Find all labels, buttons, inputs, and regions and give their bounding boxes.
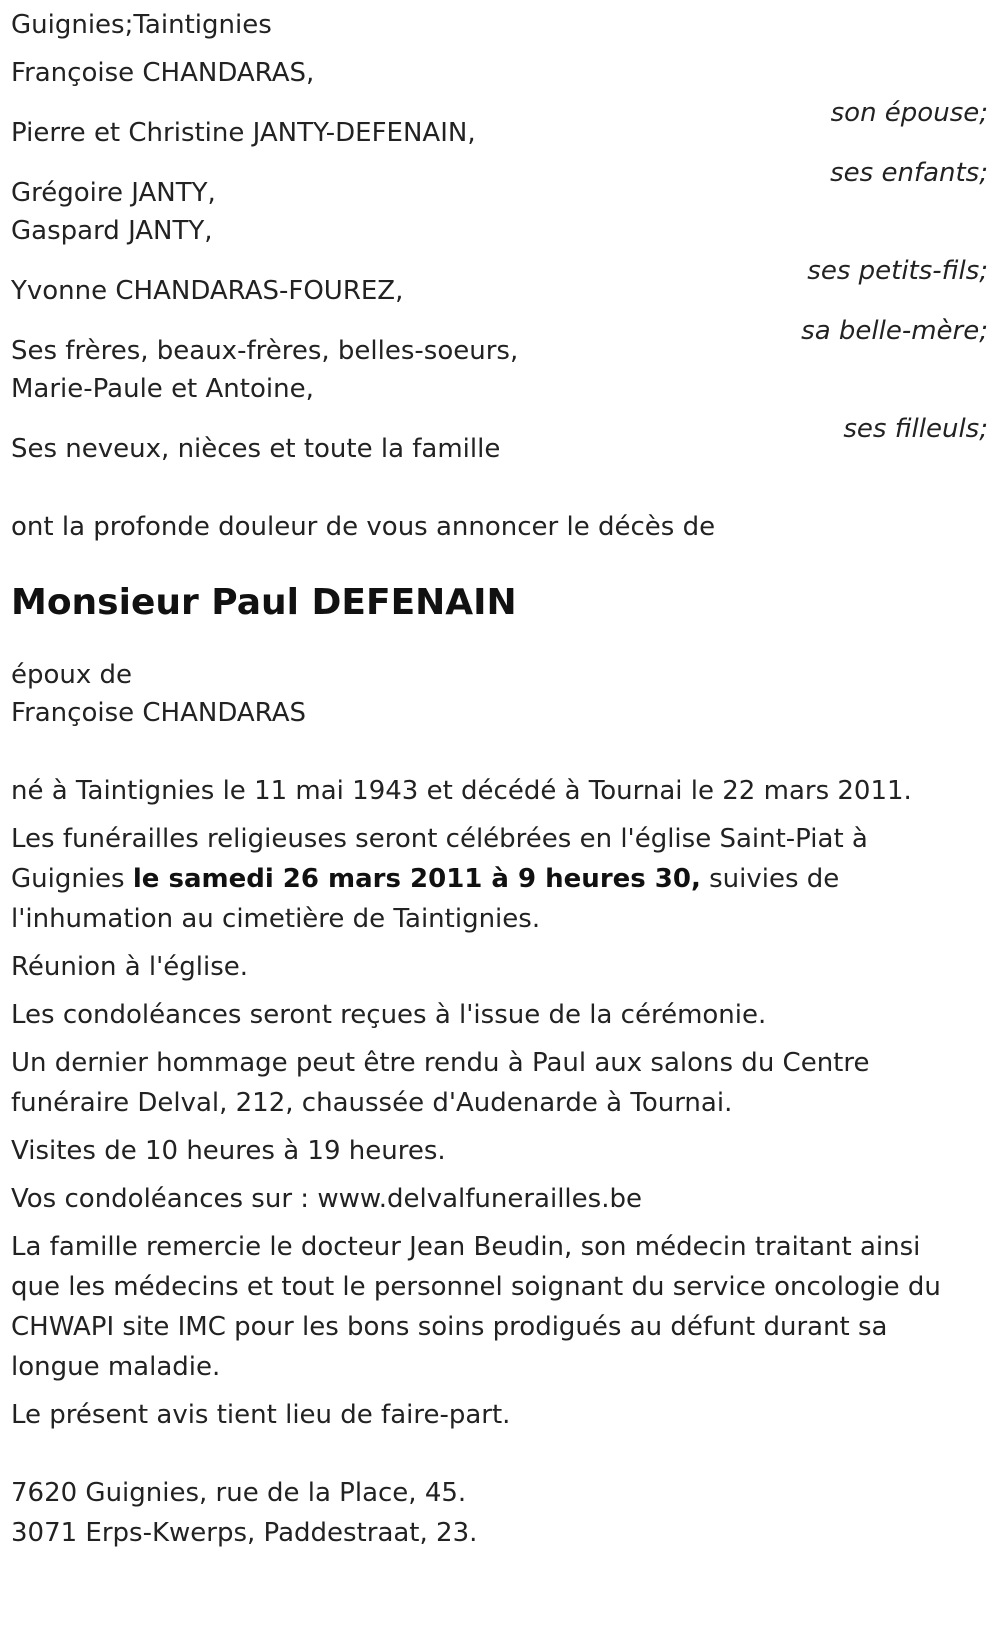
family-entry bbox=[11, 429, 991, 469]
family-name: Ses frères, beaux-frères, belles-soeurs, bbox=[11, 336, 519, 366]
paragraph bbox=[11, 947, 991, 987]
family-relation: ses petits-fils; bbox=[807, 256, 988, 286]
funeral-text-after: suivies de l'inhumation au cimetière de Taintignies. bbox=[11, 864, 840, 934]
spouse-name: Françoise CHANDARAS bbox=[11, 698, 306, 728]
family-relation: ses enfants; bbox=[830, 158, 988, 188]
family-relation: ses filleuls; bbox=[843, 414, 988, 444]
notice-text: Le présent avis tient lieu de faire-part. bbox=[11, 1400, 511, 1430]
paragraph bbox=[11, 1179, 991, 1219]
online-condolences-text: Vos condoléances sur : www.delvalfunerailles.be bbox=[11, 1184, 642, 1214]
family-relation: son épouse; bbox=[830, 98, 988, 128]
family-name: Gaspard JANTY, bbox=[11, 216, 213, 246]
funeral-paragraph bbox=[11, 819, 941, 939]
gathering-text: Réunion à l'église. bbox=[11, 952, 249, 982]
paragraph bbox=[11, 1227, 946, 1387]
family-name: Pierre et Christine JANTY-DEFENAIN, bbox=[11, 118, 476, 148]
spouse-label: époux de bbox=[11, 660, 133, 690]
visits-text: Visites de 10 heures à 19 heures. bbox=[11, 1136, 446, 1166]
obituary-notice bbox=[11, 5, 991, 1553]
address-line: 7620 Guignies, rue de la Place, 45. bbox=[11, 1478, 467, 1508]
paragraph bbox=[11, 1395, 991, 1435]
paragraph bbox=[11, 995, 991, 1035]
birth-death-text: né à Taintignies le 11 mai 1943 et décédé à Tournai le 22 mars 2011. bbox=[11, 776, 912, 806]
birth-death-paragraph bbox=[11, 771, 991, 811]
tribute-text: Un dernier hommage peut être rendu à Paul aux salons du Centre funéraire Delval, 212, chaussée d'Audenarde à Tournai. bbox=[11, 1048, 870, 1118]
family-name: Françoise CHANDARAS, bbox=[11, 58, 315, 88]
funeral-date: le samedi 26 mars 2011 à 9 heures 30, bbox=[132, 864, 701, 894]
thanks-text: La famille remercie le docteur Jean Beudin, son médecin traitant ainsi que les médecins et tout le personnel soignant du service oncologie du CHWAPI site IMC pour les bons soins prodigués au défunt durant sa longue maladie. bbox=[11, 1232, 941, 1382]
family-name: Yvonne CHANDARAS-FOUREZ, bbox=[11, 276, 404, 306]
place-header: Guignies;Taintignies bbox=[11, 10, 272, 40]
announcement-text: ont la profonde douleur de vous annoncer le décès de bbox=[11, 512, 716, 542]
family-name: Ses neveux, nièces et toute la famille bbox=[11, 434, 501, 464]
family-list bbox=[11, 53, 991, 469]
family-relation: sa belle-mère; bbox=[801, 316, 988, 346]
address-line: 3071 Erps-Kwerps, Paddestraat, 23. bbox=[11, 1518, 478, 1548]
family-name: Grégoire JANTY, bbox=[11, 178, 216, 208]
funeral-text-before: Les funérailles religieuses seront célébrées en l'église Saint-Piat à Guignies bbox=[11, 824, 868, 894]
family-name: Marie-Paule et Antoine, bbox=[11, 374, 314, 404]
condolences-text: Les condoléances seront reçues à l'issue de la cérémonie. bbox=[11, 1000, 767, 1030]
paragraph bbox=[11, 1131, 991, 1171]
deceased-name: Monsieur Paul DEFENAIN bbox=[11, 582, 517, 623]
paragraph bbox=[11, 1043, 901, 1123]
